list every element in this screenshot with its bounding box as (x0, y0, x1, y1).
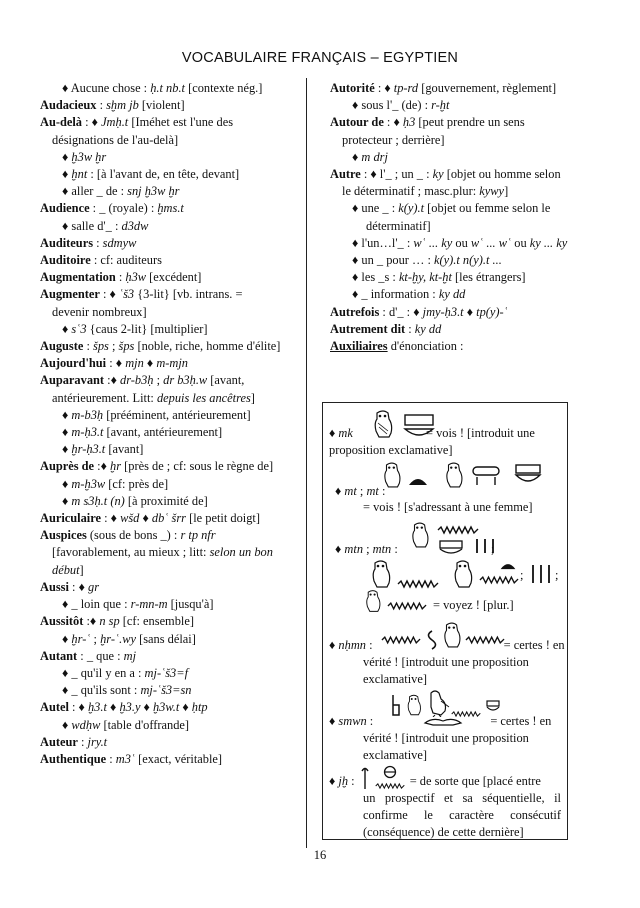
entry-au-dela: Au-delà : ♦ Jmḥ.t [Iméhet est l'une des désignations de l'au-delà] (40, 115, 234, 147)
hieroglyph-water-icon (437, 525, 479, 535)
sub-entry: ♦ un _ pour … : k(y).t n(y).t ... (352, 253, 502, 268)
entry-aupres-de: Auprès de :♦ ḫr [près de ; cf: sous le règne de] (40, 459, 274, 474)
entry-auditoire: Auditoire : cf: auditeurs (40, 253, 162, 268)
sub-entry: ♦ _ qu'ils sont : mj-ʿš3=sn (62, 683, 192, 698)
hieroglyph-water-icon (479, 575, 519, 585)
entry-augmenter: Augmenter : ♦ ʿš3 {3-lit} [vb. intrans. = devenir nombreux] (40, 287, 243, 319)
box-entry-jh-meaning: un prospectif et sa séquentielle, il confirme le caractère consécutif (conséquence) de cette dernière] (363, 791, 561, 839)
page-number: 16 (313, 848, 327, 862)
sub-entry: ♦ m-b3ḥ [prééminent, antérieurement] (62, 407, 251, 422)
sub-entry: ♦ ḫ3w ḫr (62, 149, 107, 164)
page-header: VOCABULAIRE FRANÇAIS – EGYPTIEN (181, 50, 459, 66)
entry-autour-de: Autour de : ♦ ḥ3 [peut prendre un sens protecteur ; derrière] (330, 115, 525, 147)
box-semicolon: ; (555, 568, 559, 582)
box-entry-mtn: ♦ mtn ; mtn : ; (335, 542, 495, 556)
hieroglyph-strokes-icon (529, 563, 553, 585)
box-entry-mt: ♦ mt ; mt : (335, 484, 386, 498)
entry-auriculaire: Auriculaire : ♦ wšd ♦ dbʿ šrr [le petit doigt] (40, 511, 260, 526)
entry-autre: Autre : ♦ l'_ ; un _ : ky [objet ou homme selon le déterminatif ; masc.plur: kywy] (330, 167, 561, 199)
box-entry-mk: ♦ mk = vois ! [introduit une proposition exclamative] (329, 426, 535, 457)
sub-entry: ♦ une _ : k(y).t [objet ou femme selon le déterminatif] (352, 201, 551, 233)
right-column (330, 80, 568, 355)
sub-entry: ♦ les _s : kt-ḫy, kt-ḫt [les étrangers] (352, 270, 526, 285)
sub-entry: ♦ m drj (352, 149, 388, 164)
sub-entry: ♦ _ qu'il y en a : mj-ʿš3=f (62, 665, 189, 680)
entry-aussi: Aussi : ♦ gr (40, 579, 100, 594)
box-entry-smwn-meaning: vérité ! [introduit une proposition exclamative] (363, 731, 529, 762)
sub-entry: ♦ _ loin que : r-mn-m [jusqu'à] (62, 597, 214, 612)
sub-entry: ♦ salle d'_ : d3dw (62, 218, 149, 233)
hieroglyph-owl-icon (369, 559, 393, 589)
box-semicolon: ; (520, 568, 524, 582)
hieroglyph-basket-icon (513, 463, 543, 485)
entry-auxiliaires: Auxiliaires d'énonciation : (330, 339, 464, 354)
box-entry-smwn: ♦ smwn : = certes ! en (329, 714, 552, 728)
hieroglyph-water-icon (397, 579, 439, 589)
hieroglyph-bread-icon (499, 559, 517, 571)
entry-audience: Audience : _ (royale) : ḫms.t (40, 201, 184, 216)
sub-entry: ♦ sous l'_ (de) : r-ḫt (352, 98, 450, 113)
entry-aucune-chose: ♦ Aucune chose : ḥ.t nb.t [contexte nég.] (62, 81, 263, 95)
entry-autant: Autant : _ que : mj (40, 648, 137, 663)
box-entry-nhmn-meaning: vérité ! [introduit une proposition exclamative] (363, 655, 529, 686)
entry-auditeurs: Auditeurs : sdmyw (40, 235, 137, 250)
box-entry-mt-meaning: = vois ! [s'adressant à une femme] (363, 500, 533, 514)
entry-auguste: Auguste : šps ; šps [noble, riche, homme d'élite] (40, 339, 281, 354)
sub-entry: ♦ ḫr-ʿ ; ḫr-ʿ.wy [sans délai] (62, 631, 196, 646)
sub-entry: ♦ aller _ de : snj ḫ3w ḫr (62, 184, 180, 199)
hieroglyph-owl-icon (363, 589, 383, 613)
sub-entry: ♦ m s3ḥ.t (n) [à proximité de] (62, 493, 208, 508)
box-entry-voyez: = voyez ! [plur.] (433, 598, 514, 612)
entry-autorite: Autorité : ♦ tp-rd [gouvernement, règlement] (330, 81, 557, 95)
entry-autrefois: Autrefois : d'_ : ♦ jmy-ḥ3.t ♦ tp(y)-ʿ (330, 304, 508, 319)
entry-auparavant: Auparavant :♦ dr-b3ḥ ; dr b3ḥ.w [avant, antérieurement. Litt: depuis les ancêtres] (40, 373, 255, 405)
sub-entry: ♦ m-ḫ3w [cf: près de] (62, 476, 169, 491)
auxiliaires-box (322, 402, 568, 840)
sub-entry: ♦ ḫnt : [à l'avant de, en tête, devant] (62, 167, 240, 182)
sub-entry: ♦ l'un…l'_ : wʿ ... ky ou wʿ ... wʿ ou ky ... ky (352, 235, 568, 250)
entry-aujourdhui: Aujourd'hui : ♦ mjn ♦ m-mjn (40, 356, 188, 371)
box-entry-jh: ♦ jḫ : = de sorte que [placé entre (329, 774, 541, 788)
box-entry-nhmn: ♦ nḥmn : = certes ! en (329, 638, 565, 652)
sub-entry: ♦ ḫr-ḥ3.t [avant] (62, 442, 144, 457)
left-column (40, 80, 282, 768)
entry-audacieux: Audacieux : sḫm jb [violent] (40, 98, 185, 113)
sub-entry: ♦ wdḥw [table d'offrande] (62, 717, 190, 732)
sub-entry: ♦ _ information : ky dd (352, 287, 466, 302)
sub-entry: ♦ sʿ3 {caus 2-lit} [multiplier] (62, 321, 208, 336)
entry-aussitot: Aussitôt :♦ n sp [cf: ensemble] (40, 614, 194, 629)
entry-augmentation: Augmentation : ḥ3w [excédent] (40, 270, 202, 285)
column-divider (306, 78, 307, 848)
hieroglyph-water-icon (387, 601, 427, 611)
entry-autel: Autel : ♦ ḫ3.t ♦ ḫ3.y ♦ ḫ3w.t ♦ ḥtp (40, 700, 208, 715)
sub-entry: ♦ m-ḥ3.t [avant, antérieurement] (62, 425, 223, 440)
hieroglyph-basket-icon (485, 699, 501, 713)
entry-auspices: Auspices (sous de bons _) : r tp nfr [favorablement, au mieux ; litt: selon un bon début] (40, 528, 273, 577)
entry-autrement-dit: Autrement dit : ky dd (330, 321, 442, 336)
entry-auteur: Auteur : jry.t (40, 734, 108, 749)
entry-authentique: Authentique : m3ʿ [exact, véritable] (40, 751, 223, 766)
hieroglyph-owl-icon (451, 559, 475, 589)
